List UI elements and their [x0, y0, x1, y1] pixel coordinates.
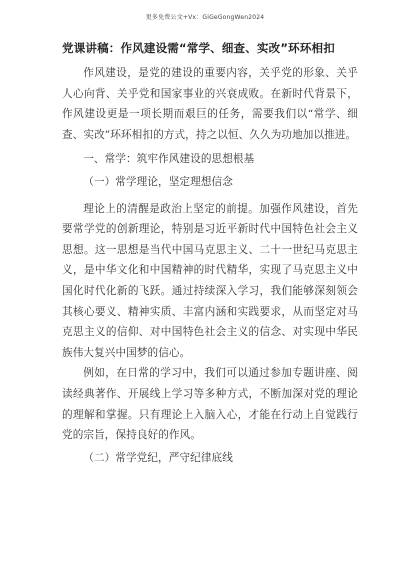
subsection-heading-1: （一）常学理论，坚定理想信念: [83, 175, 233, 188]
page-header: 更多免费公文+Vx：GiGeGongWen2024: [145, 14, 265, 21]
document-title: 党课讲稿：作风建设需“常学、细查、实改”环环相扣: [62, 41, 335, 55]
subsection-heading-2: （二）常学党纪，严守纪律底线: [83, 451, 233, 464]
body-paragraph-1: 理论上的清醒是政治上坚定的前提。加强作风建设，首先要常学党的创新理论，特别是习近平新时代中国特色社会主义思想。这一思想是当代中国马克思主义、二十一世纪马克思主义，是中华文化和中国精神的时代精华，实现了马克思主义中国化时代化新的飞跃。通过持续深入学习，我们能够深刻领会其核心要义、精神实质、丰富内涵和实践要求，从而坚定对马克思主义的信仰、对中国特色社会主义的信念、对实现中华民族伟大复兴中国梦的信心。: [62, 202, 358, 359]
document-body: [62, 40, 358, 468]
body-paragraph-2: 例如，在日常的学习中，我们可以通过参加专题讲座、阅读经典著作、开展线上学习等多种方式，不断加深对党的理论的理解和掌握。只有理论上入脑入心，才能在行动上自觉践行党的宗旨，保持良好的作风。: [62, 367, 358, 442]
intro-paragraph: 作风建设，是党的建设的重要内容，关乎党的形象、关乎人心向背、关乎党和国家事业的兴衰成败。在新时代背景下，作风建设更是一项长期而艰巨的任务，需要我们以“常学、细查、实改”环环相扣的方式，持之以恒、久久为功地加以推进。: [62, 67, 358, 141]
section-heading-1: 一、常学：筑牢作风建设的思想根基: [83, 153, 255, 166]
